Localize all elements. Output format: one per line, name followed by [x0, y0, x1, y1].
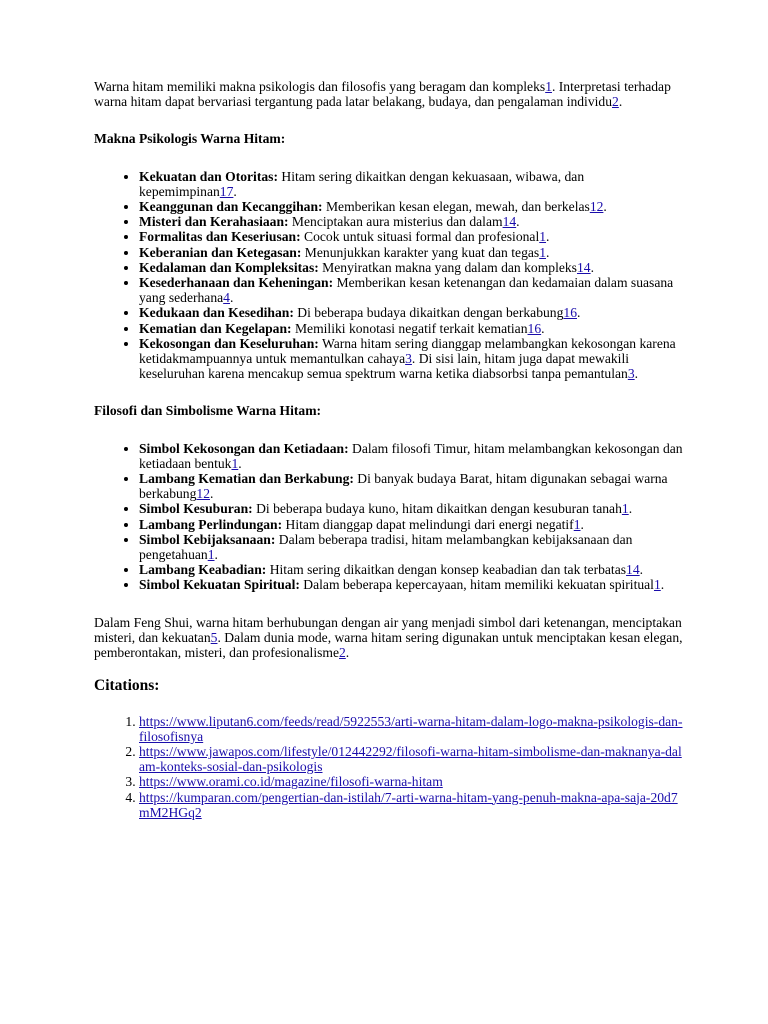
item-text: Menyiratkan makna yang dalam dan kompleks: [318, 259, 577, 275]
citation-item: [139, 790, 684, 820]
item-term: Simbol Kekuatan Spiritual:: [139, 577, 300, 593]
item-text: Di beberapa budaya kuno, hitam dikaitkan dengan kesuburan tanah: [252, 501, 622, 517]
item-term: Simbol Kesuburan:: [139, 501, 253, 517]
fengshui-paragraph: Dalam Feng Shui, warna hitam berhubungan dengan air yang menjadi simbol dari ketenangan, menciptakan misteri, dan kekuatan5. Dalam dunia mode, warna hitam sering digunakan untuk menciptakan kesan elegan, pemberontakan, misteri, dan profesionalisme2.: [94, 614, 683, 661]
philo-list: [94, 441, 684, 593]
citation-link-ref[interactable]: 14: [576, 259, 591, 275]
citation-link-ref[interactable]: 3: [405, 351, 412, 367]
psych-list: [94, 169, 684, 382]
citation-link-ref[interactable]: 17: [219, 183, 234, 199]
citation-item: [139, 714, 684, 744]
citation-link-ref[interactable]: 16: [527, 320, 542, 336]
citation-link-ref[interactable]: 1: [539, 244, 546, 260]
citation-link-ref[interactable]: 16: [563, 305, 577, 321]
item-text: Dalam beberapa tradisi, hitam melambangkan kebijaksanaan dan pengetahuan: [139, 531, 633, 563]
citation-item: [139, 744, 684, 774]
citation-url-link[interactable]: https://www.liputan6.com/feeds/read/5922553/arti-warna-hitam-dalam-logo-makna-psikologis-dan-filosofisnya: [139, 713, 683, 744]
list-item: • Simbol Kekuatan Spiritual: Dalam beberapa kepercayaan, hitam memiliki kekuatan spiritual1.: [139, 577, 684, 592]
citations-list: [94, 714, 684, 820]
citation-link-ref[interactable]: 2: [612, 94, 619, 110]
citation-link-ref[interactable]: 1: [653, 577, 661, 593]
list-item: • Formalitas dan Keseriusan: Cocok untuk situasi formal dan profesional1.: [139, 229, 684, 244]
list-item: • Simbol Kesuburan: Di beberapa budaya kuno, hitam dikaitkan dengan kesuburan tanah1.: [139, 501, 684, 516]
list-item: • Kedukaan dan Kesedihan: Di beberapa budaya dikaitkan dengan berkabung16.: [139, 305, 684, 320]
item-term: Simbol Kebijaksanaan:: [139, 531, 276, 547]
item-term: Kesederhanaan dan Keheningan:: [139, 275, 334, 291]
list-item: • Kekuatan dan Otoritas: Hitam sering dikaitkan dengan kekuasaan, wibawa, dan kepemimpinan17.: [139, 169, 684, 199]
philo-heading: Filosofi dan Simbolisme Warna Hitam:: [94, 403, 322, 419]
citation-url-link[interactable]: https://www.jawapos.com/lifestyle/012442292/filosofi-warna-hitam-simbolisme-dan-maknanya-dalam-konteks-sosial-dan-psikologis: [139, 743, 682, 775]
list-item: • Simbol Kekosongan dan Ketiadaan: Dalam filosofi Timur, hitam melambangkan kekosongan dan ketiadaan bentuk1.: [139, 441, 684, 471]
citation-link-ref[interactable]: 4: [223, 290, 230, 306]
citation-link-ref[interactable]: 1: [207, 547, 215, 563]
intro-paragraph: Warna hitam memiliki makna psikologis dan filosofis yang beragam dan kompleks1. Interpretasi terhadap warna hitam dapat bervariasi tergantung pada latar belakang, budaya, dan pengalaman individu2.: [94, 79, 671, 110]
item-term: Keanggunan dan Kecanggihan:: [139, 199, 323, 215]
citation-link-ref[interactable]: 12: [589, 199, 604, 215]
citation-link-ref[interactable]: 1: [545, 79, 552, 94]
intro-text-2: Interpretasi terhadap warna hitam dapat bervariasi tergantung pada latar belakang, budaya, dan pengalaman individu: [94, 79, 671, 110]
item-term: Lambang Keabadian:: [139, 562, 267, 578]
item-text: Dalam filosofi Timur, hitam melambangkan kekosongan dan ketiadaan bentuk: [139, 440, 683, 471]
citation-link-ref[interactable]: 1: [573, 516, 581, 532]
item-text: Dalam beberapa kepercayaan, hitam memiliki kekuatan spiritual: [299, 577, 654, 593]
item-text: Hitam sering dikaitkan dengan konsep keabadian dan tak terbatas: [266, 562, 627, 578]
citations-heading: Citations:: [94, 677, 160, 695]
item-term: Kekuatan dan Otoritas:: [139, 168, 278, 184]
citation-link-ref[interactable]: 1: [231, 455, 239, 471]
list-item: • Lambang Kematian dan Berkabung: Di banyak budaya Barat, hitam digunakan sebagai warna berkabung12.: [139, 471, 684, 501]
intro-text-1: Warna hitam memiliki makna psikologis dan filosofis yang beragam dan kompleks: [94, 79, 546, 94]
citation-link-ref[interactable]: 3: [627, 366, 635, 382]
item-term: Kedalaman dan Kompleksitas:: [139, 259, 319, 275]
fengshui-text-2: Dalam dunia mode, warna hitam sering digunakan untuk menciptakan kesan elegan, pemberontakan, misteri, dan profesionalisme: [94, 629, 683, 661]
item-term: Lambang Perlindungan:: [139, 516, 283, 532]
item-term: Lambang Kematian dan Berkabung:: [139, 471, 354, 487]
item-text: Cocok untuk situasi formal dan profesional: [300, 229, 540, 245]
item-text: Hitam sering dikaitkan dengan kekuasaan, wibawa, dan kepemimpinan: [139, 168, 585, 199]
citation-link-ref[interactable]: 5: [210, 629, 218, 645]
citation-link-ref[interactable]: 14: [626, 562, 640, 578]
psych-heading: Makna Psikologis Warna Hitam:: [94, 131, 286, 147]
list-item: • Misteri dan Kerahasiaan: Menciptakan aura misterius dan dalam14.: [139, 214, 684, 229]
item-text: Menciptakan aura misterius dan dalam: [288, 214, 503, 230]
item-text-continued: Di sisi lain, hitam juga dapat mewakili keseluruhan karena mencakup semua spektrum warna ketika diabsorbsi tanpa pemantulan: [139, 351, 630, 382]
item-text: Hitam dianggap dapat melindungi dari energi negatif: [282, 516, 574, 532]
item-term: Simbol Kekosongan dan Ketiadaan:: [139, 440, 349, 456]
item-term: Kedukaan dan Kesedihan:: [139, 305, 294, 321]
citation-link-ref[interactable]: 2: [339, 645, 346, 661]
citation-link-ref[interactable]: 12: [196, 486, 210, 502]
citation-item: [139, 774, 684, 789]
item-text: Warna hitam sering dianggap melambangkan kekosongan karena ketidakmampuannya untuk memantulkan cahaya: [139, 335, 676, 367]
citation-url-link[interactable]: https://www.orami.co.id/magazine/filosofi-warna-hitam: [139, 774, 443, 790]
citation-link-ref[interactable]: 1: [539, 229, 547, 245]
fengshui-text-1: Dalam Feng Shui, warna hitam berhubungan dengan air yang menjadi simbol dari ketenangan, menciptakan misteri, dan kekuatan: [94, 614, 682, 645]
item-term: Misteri dan Kerahasiaan:: [139, 214, 289, 230]
item-term: Keberanian dan Ketegasan:: [139, 244, 302, 260]
citation-link-ref[interactable]: 1: [621, 501, 629, 517]
list-item: • Keberanian dan Ketegasan: Menunjukkan karakter yang kuat dan tegas1.: [139, 245, 684, 260]
list-item: • Kesederhanaan dan Keheningan: Memberikan kesan ketenangan dan kedamaian dalam suasana yang sederhana4.: [139, 275, 684, 305]
list-item: • Kematian dan Kegelapan: Memiliki konotasi negatif terkait kematian16.: [139, 321, 684, 336]
item-text: Di beberapa budaya dikaitkan dengan berkabung: [293, 305, 564, 321]
list-item: • Kekosongan dan Keseluruhan: Warna hitam sering dianggap melambangkan kekosongan karena ketidakmampuannya untuk memantulkan cahaya3. Di sisi lain, hitam juga dapat mewakili keseluruhan karena mencakup semua spektrum warna ketika diabsorbsi tanpa pemantulan3.: [139, 336, 684, 382]
item-term: Kekosongan dan Keseluruhan:: [139, 335, 319, 351]
item-term: Kematian dan Kegelapan:: [139, 320, 292, 336]
item-text: Memiliki konotasi negatif terkait kematian: [291, 320, 528, 336]
list-item: • Lambang Perlindungan: Hitam dianggap dapat melindungi dari energi negatif1.: [139, 517, 684, 532]
item-text: Memberikan kesan elegan, mewah, dan berkelas: [322, 199, 590, 215]
list-item: • Keanggunan dan Kecanggihan: Memberikan kesan elegan, mewah, dan berkelas12.: [139, 199, 684, 214]
item-text: Menunjukkan karakter yang kuat dan tegas: [301, 244, 540, 260]
item-text: Memberikan kesan ketenangan dan kedamaian dalam suasana yang sederhana: [139, 275, 674, 306]
citation-link-ref[interactable]: 14: [502, 214, 517, 230]
citation-url-link[interactable]: https://kumparan.com/pengertian-dan-istilah/7-arti-warna-hitam-yang-penuh-makna-apa-saja-20d7mM2HGq2: [139, 789, 678, 820]
list-item: • Lambang Keabadian: Hitam sering dikaitkan dengan konsep keabadian dan tak terbatas14.: [139, 562, 684, 577]
item-term: Formalitas dan Keseriusan:: [139, 229, 301, 245]
item-text: Di banyak budaya Barat, hitam digunakan sebagai warna berkabung: [139, 471, 668, 502]
list-item: • Kedalaman dan Kompleksitas: Menyiratkan makna yang dalam dan kompleks14.: [139, 260, 684, 275]
document-page: [94, 79, 684, 820]
list-item: • Simbol Kebijaksanaan: Dalam beberapa tradisi, hitam melambangkan kebijaksanaan dan pengetahuan1.: [139, 532, 684, 562]
